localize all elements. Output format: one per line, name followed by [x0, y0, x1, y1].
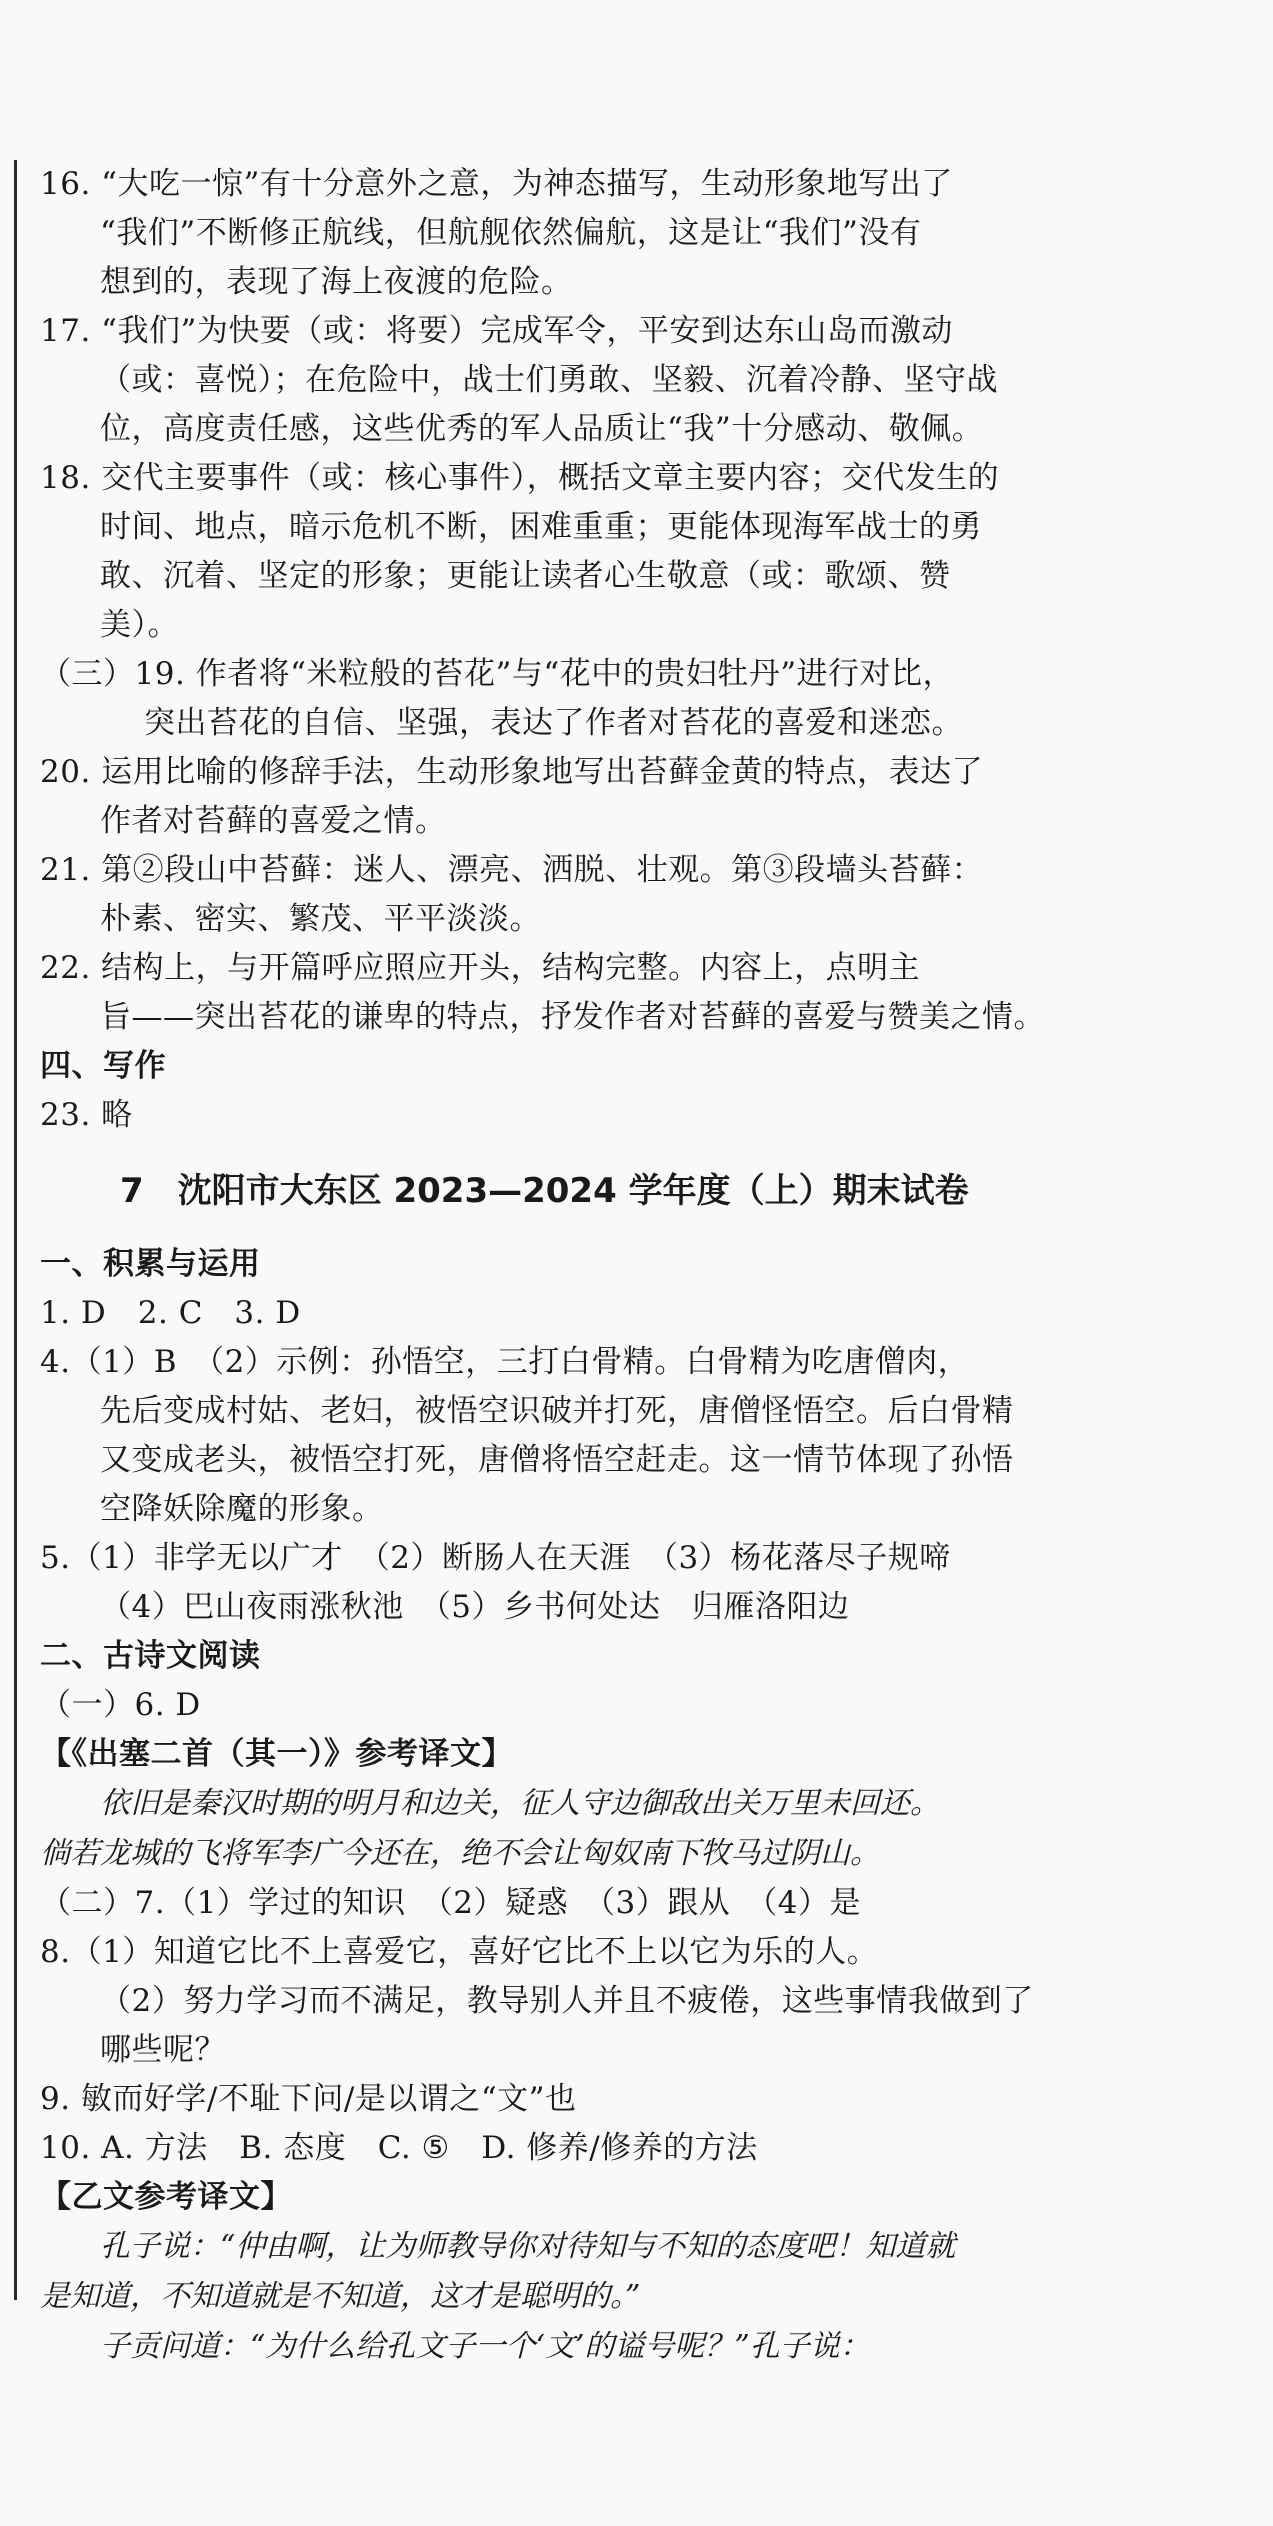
answer-8-line-1: 8.（1）知道它比不上喜爱它，喜好它比不上以它为乐的人。 — [40, 1934, 879, 1970]
margin-rule — [14, 160, 17, 2300]
answer-21-line-1: 21. 第②段山中苔藓：迷人、漂亮、洒脱、壮观。第③段墙头苔藓： — [40, 852, 984, 888]
answer-17-line-3: 位，高度责任感，这些优秀的军人品质让“我”十分感动、敬佩。 — [100, 411, 984, 447]
answer-4-line-1: 4.（1）B （2）示例：孙悟空，三打白骨精。白骨精为吃唐僧肉， — [40, 1344, 970, 1380]
answer-16-line-2: “我们”不断修正航线，但航舰依然偏航，这是让“我们”没有 — [100, 215, 922, 251]
section-heading-classical: 二、古诗文阅读 — [40, 1638, 261, 1674]
translation-1-line-1: 依旧是秦汉时期的明月和边关，征人守边御敌出关万里未回还。 — [100, 1786, 940, 1821]
answer-4-line-4: 空降妖除魔的形象。 — [100, 1491, 384, 1527]
answer-18-line-4: 美）。 — [100, 607, 179, 643]
translation-2-line-2: 是知道，不知道就是不知道，这才是聪明的。” — [40, 2279, 641, 2314]
translation-1-line-2: 倘若龙城的飞将军李广今还在，绝不会让匈奴南下牧马过阴山。 — [40, 1836, 880, 1871]
answer-7: （二）7.（1）学过的知识 （2）疑惑 （3）跟从 （4）是 — [40, 1885, 861, 1921]
answer-10: 10. A. 方法 B. 态度 C. ⑤ D. 修养/修养的方法 — [40, 2130, 758, 2166]
answer-18-line-3: 敢、沉着、坚定的形象；更能让读者心生敬意（或：歌颂、赞 — [100, 558, 951, 594]
answer-23: 23. 略 — [40, 1097, 133, 1133]
answer-21-line-2: 朴素、密实、繁茂、平平淡淡。 — [100, 901, 541, 937]
answer-17-line-1: 17. “我们”为快要（或：将要）完成军令，平安到达东山岛而激动 — [40, 313, 953, 349]
answer-18-line-1: 18. 交代主要事件（或：核心事件），概括文章主要内容；交代发生的 — [40, 460, 1000, 496]
answer-content — [40, 160, 1120, 2372]
answer-19-line-2: 突出苔花的自信、坚强，表达了作者对苔花的喜爱和迷恋。 — [144, 705, 963, 741]
answer-8-line-2: （2）努力学习而不满足，教导别人并且不疲倦，这些事情我做到了 — [100, 1983, 1034, 2019]
translation-2-line-3: 子贡问道：“为什么给孔文子一个‘文’的谥号呢？”孔子说： — [100, 2329, 870, 2364]
answer-22-line-1: 22. 结构上，与开篇呼应照应开头，结构完整。内容上，点明主 — [40, 950, 921, 986]
answer-16-line-1: 16. “大吃一惊”有十分意外之意，为神态描写，生动形象地写出了 — [40, 166, 953, 202]
section-heading-accumulation: 一、积累与运用 — [40, 1246, 261, 1282]
answer-17-line-2: （或：喜悦）；在危险中，战士们勇敢、坚毅、沉着冷静、坚守战 — [100, 362, 998, 398]
answer-20-line-2: 作者对苔藓的喜爱之情。 — [100, 803, 447, 839]
answer-4-line-2: 先后变成村姑、老妇，被悟空识破并打死，唐僧怪悟空。后白骨精 — [100, 1393, 1014, 1429]
translation-2-line-1: 孔子说：“仲由啊，让为师教导你对待知与不知的态度吧！知道就 — [100, 2229, 956, 2264]
answer-16-line-3: 想到的，表现了海上夜渡的危险。 — [100, 264, 573, 300]
section-heading-writing: 四、写作 — [40, 1048, 166, 1084]
reference-heading-2: 【乙文参考译文】 — [40, 2179, 292, 2215]
reference-heading-1: 【《出塞二首（其一）》参考译文】 — [40, 1736, 513, 1772]
answer-4-line-3: 又变成老头，被悟空打死，唐僧将悟空赶走。这一情节体现了孙悟 — [100, 1442, 1014, 1478]
answer-19-line-1: （三）19. 作者将“米粒般的苔花”与“花中的贵妇牡丹”进行对比， — [40, 656, 955, 692]
answer-18-line-2: 时间、地点，暗示危机不断，困难重重；更能体现海军战士的勇 — [100, 509, 982, 545]
exam-title: 7 沈阳市大东区 2023—2024 学年度（上）期末试卷 — [120, 1171, 969, 1211]
answer-8-line-3: 哪些呢？ — [100, 2032, 226, 2068]
answer-22-line-2: 旨——突出苔花的谦卑的特点，抒发作者对苔藓的喜爱与赞美之情。 — [100, 999, 1045, 1035]
answer-9: 9. 敏而好学/不耻下问/是以谓之“文”也 — [40, 2081, 577, 2117]
answer-5-line-1: 5.（1）非学无以广才 （2）断肠人在天涯 （3）杨花落尽子规啼 — [40, 1540, 951, 1576]
answer-6: （一）6. D — [40, 1687, 201, 1723]
answer-1-3: 1. D 2. C 3. D — [40, 1295, 301, 1331]
answer-20-line-1: 20. 运用比喻的修辞手法，生动形象地写出苔藓金黄的特点，表达了 — [40, 754, 984, 790]
answer-5-line-2: （4）巴山夜雨涨秋池 （5）乡书何处达 归雁洛阳边 — [100, 1589, 850, 1625]
